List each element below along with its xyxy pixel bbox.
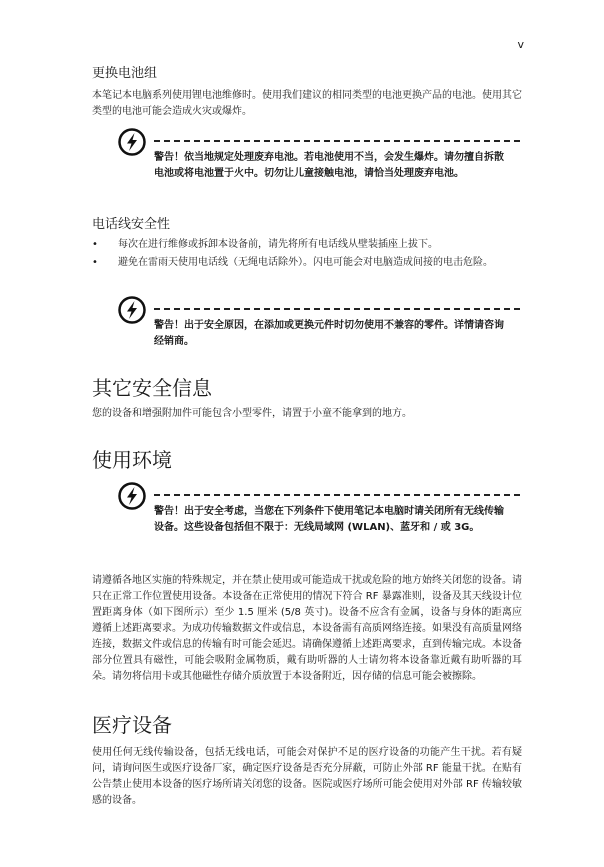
warning-divider [154, 140, 520, 142]
list-item [92, 255, 522, 271]
battery-paragraph: 本笔记本电脑系列使用锂电池维修时。使用我们建议的相同类型的电池更换产品的电池。使用其它类型的电池可能会造成火灾或爆炸。 [92, 90, 522, 117]
phone-line-warning-text: 警告！出于安全原因，在添加或更换元件时切勿使用不兼容的零件。详情请咨询经销商。 [154, 320, 504, 347]
phone-line-heading: 电话线安全性 [92, 217, 171, 232]
battery-warning [118, 128, 520, 208]
warning-divider [154, 494, 520, 496]
lightning-warning-icon [118, 482, 146, 510]
list-item-text: 每次在进行维修或拆卸本设备前，请先将所有电话线从壁装插座上拔下。 [118, 239, 438, 250]
lightning-warning-icon [118, 296, 146, 324]
environment-heading: 使用环境 [92, 448, 172, 472]
medical-heading: 医疗设备 [92, 713, 172, 737]
other-safety-heading: 其它安全信息 [92, 376, 212, 400]
other-safety-paragraph: 您的设备和增强附加件可能包含小型零件，请置于小童不能拿到的地方。 [92, 408, 412, 419]
list-item [92, 237, 522, 253]
bullet-icon: • [92, 239, 98, 250]
environment-warning-text: 警告！出于安全考虑，当您在下列条件下使用笔记本电脑时请关闭所有无线传输设备。这些设备包括但不限于：无线局域网 (WLAN)、蓝牙和 / 或 3G。 [154, 506, 504, 533]
lightning-warning-icon [118, 128, 146, 156]
page-number: v [517, 38, 524, 51]
bullet-icon: • [92, 257, 98, 268]
battery-warning-text: 警告！依当地规定处理废弃电池。若电池使用不当，会发生爆炸。请勿擅自拆散电池或将电池置于火中。切勿让儿童接触电池，请恰当处理废弃电池。 [154, 152, 504, 179]
battery-heading: 更换电池组 [92, 66, 158, 81]
environment-paragraph: 请遵循各地区实施的特殊规定，并在禁止使用或可能造成干扰或危险的地方始终关闭您的设备。请只在正常工作位置使用设备。本设备在正常使用的情况下符合 RF 暴露准则，设备及其天线设计位置距离身体（如下图所示）至少 1.5 厘米 (5/8 英寸)。设备不应含有金属，设备与身体的距离应遵循上述距离要求。为成功传输数据文件或信息，本设备需有高质网络连接。如果没有高质量网络连接，数据文件或信息的传输有时可能会延迟。请确保遵循上述距离要求，直到传输完成。本设备部分位置具有磁性，可能会吸附金属物质，戴有助听器的人士请勿将本设备靠近戴有助听器的耳朵。请勿将信用卡或其他磁性存储介质放置于本设备附近，因存储的信息可能会被擦除。 [92, 575, 522, 682]
phone-line-bullet-list [92, 237, 522, 273]
phone-line-warning [118, 296, 520, 358]
list-item-text: 避免在雷雨天使用电话线（无绳电话除外）。闪电可能会对电脑造成间接的电击危险。 [118, 257, 493, 268]
environment-warning [118, 482, 520, 562]
medical-paragraph: 使用任何无线传输设备，包括无线电话，可能会对保护不足的医疗设备的功能产生干扰。若有疑问，请询问医生或医疗设备厂家，确定医疗设备是否充分屏蔽，可防止外部 RF 能量干扰。在贴有公告禁止使用本设备的医疗场所请关闭您的设备。医院或医疗场所可能会使用对外部 RF 传输较敏感的设备。 [92, 747, 522, 806]
warning-divider [154, 308, 520, 310]
